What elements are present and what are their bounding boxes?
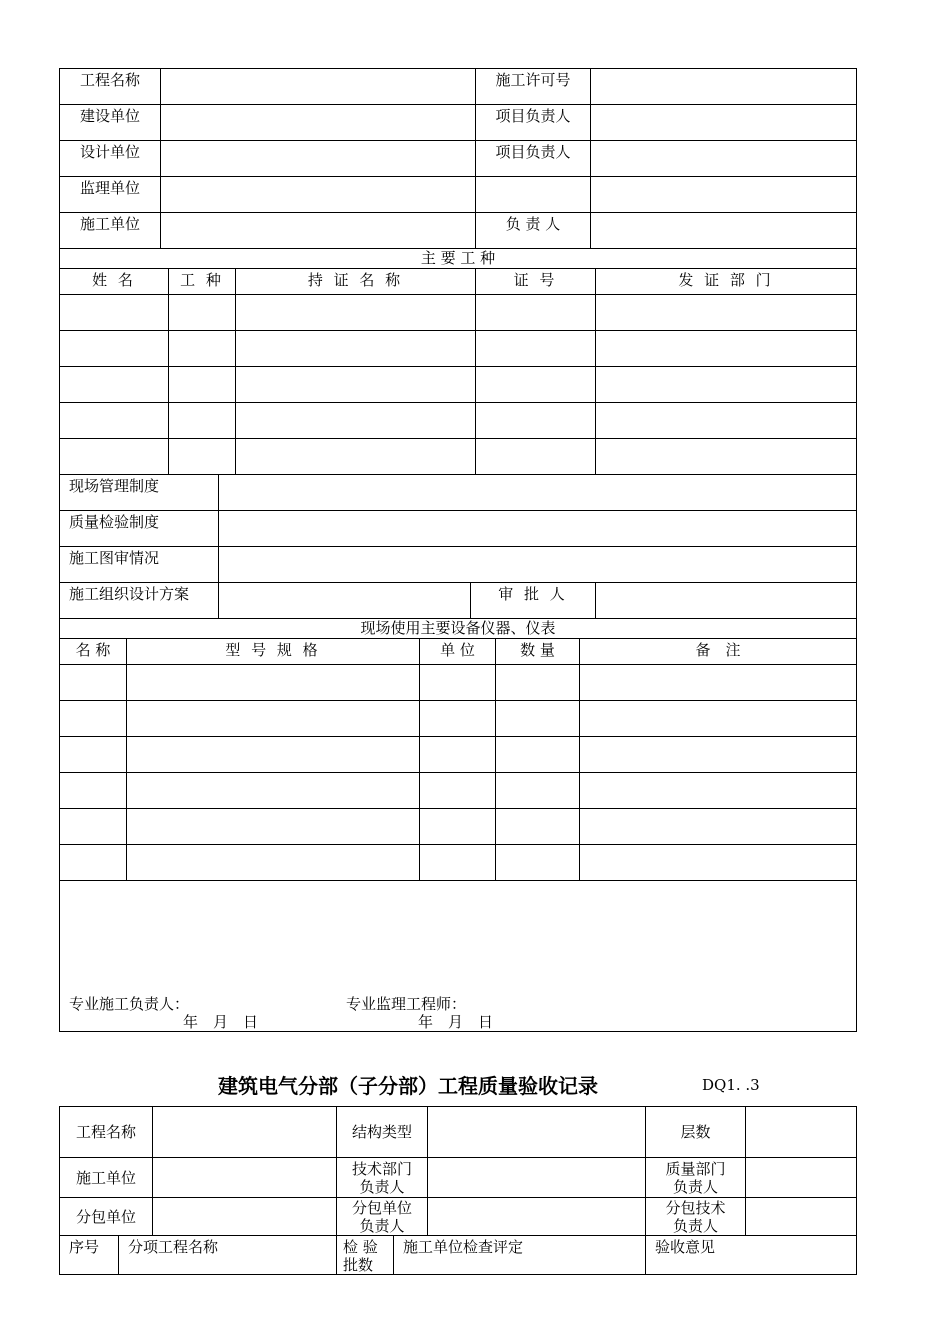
supervisor-label: 专业监理工程师：: [346, 995, 467, 1013]
header-trade: 工 种: [169, 269, 236, 295]
header-remarks: 备 注: [580, 639, 857, 665]
header-contractor-evaluation: 施工单位检查评定: [394, 1236, 646, 1275]
value-construction-plan[interactable]: [219, 583, 471, 619]
equipment-section-title: 现场使用主要设备仪器、仪表: [60, 619, 857, 639]
contractor-lead-label: 专业施工负责人：: [69, 995, 190, 1013]
label-drawing-review: 施工图审情况: [60, 547, 219, 583]
value-construction-unit[interactable]: [161, 105, 476, 141]
label-subcontractor: 分包单位: [60, 1198, 153, 1236]
table-row: [60, 845, 857, 881]
value-structure-type[interactable]: [428, 1107, 646, 1158]
project-info-table: [59, 68, 857, 249]
acceptance-table: [59, 1106, 857, 1275]
label-contractor: 施工单位: [60, 213, 161, 249]
label-supervision-unit: 监理单位: [60, 177, 161, 213]
value-quality-dept-lead[interactable]: [746, 1158, 857, 1198]
equipment-table: [59, 618, 857, 1032]
label-floors: 层数: [646, 1107, 746, 1158]
value-design-unit[interactable]: [161, 141, 476, 177]
blank-label-cell: [476, 177, 591, 213]
value-floors[interactable]: [746, 1107, 857, 1158]
workers-table: [59, 248, 857, 475]
value-site-management[interactable]: [219, 475, 857, 511]
value-project-lead-1[interactable]: [591, 105, 857, 141]
table-row: [60, 367, 857, 403]
workers-section-title: 主 要 工 种: [60, 249, 857, 269]
table-row: [60, 331, 857, 367]
label-construction-unit: 建设单位: [60, 105, 161, 141]
value-tech-dept-lead[interactable]: [428, 1158, 646, 1198]
label-project-name-2: 工程名称: [60, 1107, 153, 1158]
label-project-lead-2: 项目负责人: [476, 141, 591, 177]
label-structure-type: 结构类型: [337, 1107, 428, 1158]
header-quantity: 数 量: [496, 639, 580, 665]
value-sub-unit-lead[interactable]: [428, 1198, 646, 1236]
header-item-name: 分项工程名称: [119, 1236, 337, 1275]
table-row: [60, 295, 857, 331]
header-issuer: 发 证 部 门: [596, 269, 857, 295]
value-contractor-2[interactable]: [153, 1158, 337, 1198]
label-responsible-person: 负 责 人: [476, 213, 591, 249]
value-responsible-person[interactable]: [591, 213, 857, 249]
label-site-management: 现场管理制度: [60, 475, 219, 511]
supervisor-date: 年 月 日: [418, 1013, 494, 1031]
table-row: [60, 439, 857, 475]
label-tech-dept-lead: 技术部门 负责人: [337, 1158, 428, 1198]
label-contractor-2: 施工单位: [60, 1158, 153, 1198]
value-subcontractor[interactable]: [153, 1198, 337, 1236]
label-approver: 审 批 人: [471, 583, 596, 619]
label-sub-unit-lead: 分包单位 负责人: [337, 1198, 428, 1236]
table-row: [60, 701, 857, 737]
value-supervision-unit[interactable]: [161, 177, 476, 213]
table-row: [60, 773, 857, 809]
blank-value-cell[interactable]: [591, 177, 857, 213]
header-inspection-batches: 检 验 批数: [337, 1236, 394, 1275]
form-title: 建筑电气分部（子分部）工程质量验收记录: [218, 1074, 598, 1098]
header-name: 姓 名: [60, 269, 169, 295]
header-cert-name: 持 证 名 称: [236, 269, 476, 295]
header-model-spec: 型 号 规 格: [127, 639, 420, 665]
value-project-name[interactable]: [161, 69, 476, 105]
header-unit: 单 位: [420, 639, 496, 665]
value-drawing-review[interactable]: [219, 547, 857, 583]
header-equip-name: 名 称: [60, 639, 127, 665]
value-contractor[interactable]: [161, 213, 476, 249]
contractor-lead-date: 年 月 日: [183, 1013, 259, 1031]
label-quality-dept-lead: 质量部门 负责人: [646, 1158, 746, 1198]
value-approver[interactable]: [596, 583, 857, 619]
value-permit-no[interactable]: [591, 69, 857, 105]
value-quality-inspection[interactable]: [219, 511, 857, 547]
label-project-lead-1: 项目负责人: [476, 105, 591, 141]
table-row: [60, 809, 857, 845]
header-seq-no: 序号: [60, 1236, 119, 1275]
header-cert-no: 证 号: [476, 269, 596, 295]
label-design-unit: 设计单位: [60, 141, 161, 177]
label-sub-tech-lead: 分包技术 负责人: [646, 1198, 746, 1236]
table-row: [60, 403, 857, 439]
table-row: [60, 737, 857, 773]
table-row: [60, 665, 857, 701]
value-project-lead-2[interactable]: [591, 141, 857, 177]
label-project-name: 工程名称: [60, 69, 161, 105]
value-sub-tech-lead[interactable]: [746, 1198, 857, 1236]
label-permit-no: 施工许可号: [476, 69, 591, 105]
signature-area[interactable]: [60, 881, 857, 1032]
value-project-name-2[interactable]: [153, 1107, 337, 1158]
systems-table: [59, 474, 857, 619]
label-construction-plan: 施工组织设计方案: [60, 583, 219, 619]
form-code: DQ1. .3: [702, 1076, 760, 1094]
header-acceptance-opinion: 验收意见: [646, 1236, 857, 1275]
label-quality-inspection: 质量检验制度: [60, 511, 219, 547]
